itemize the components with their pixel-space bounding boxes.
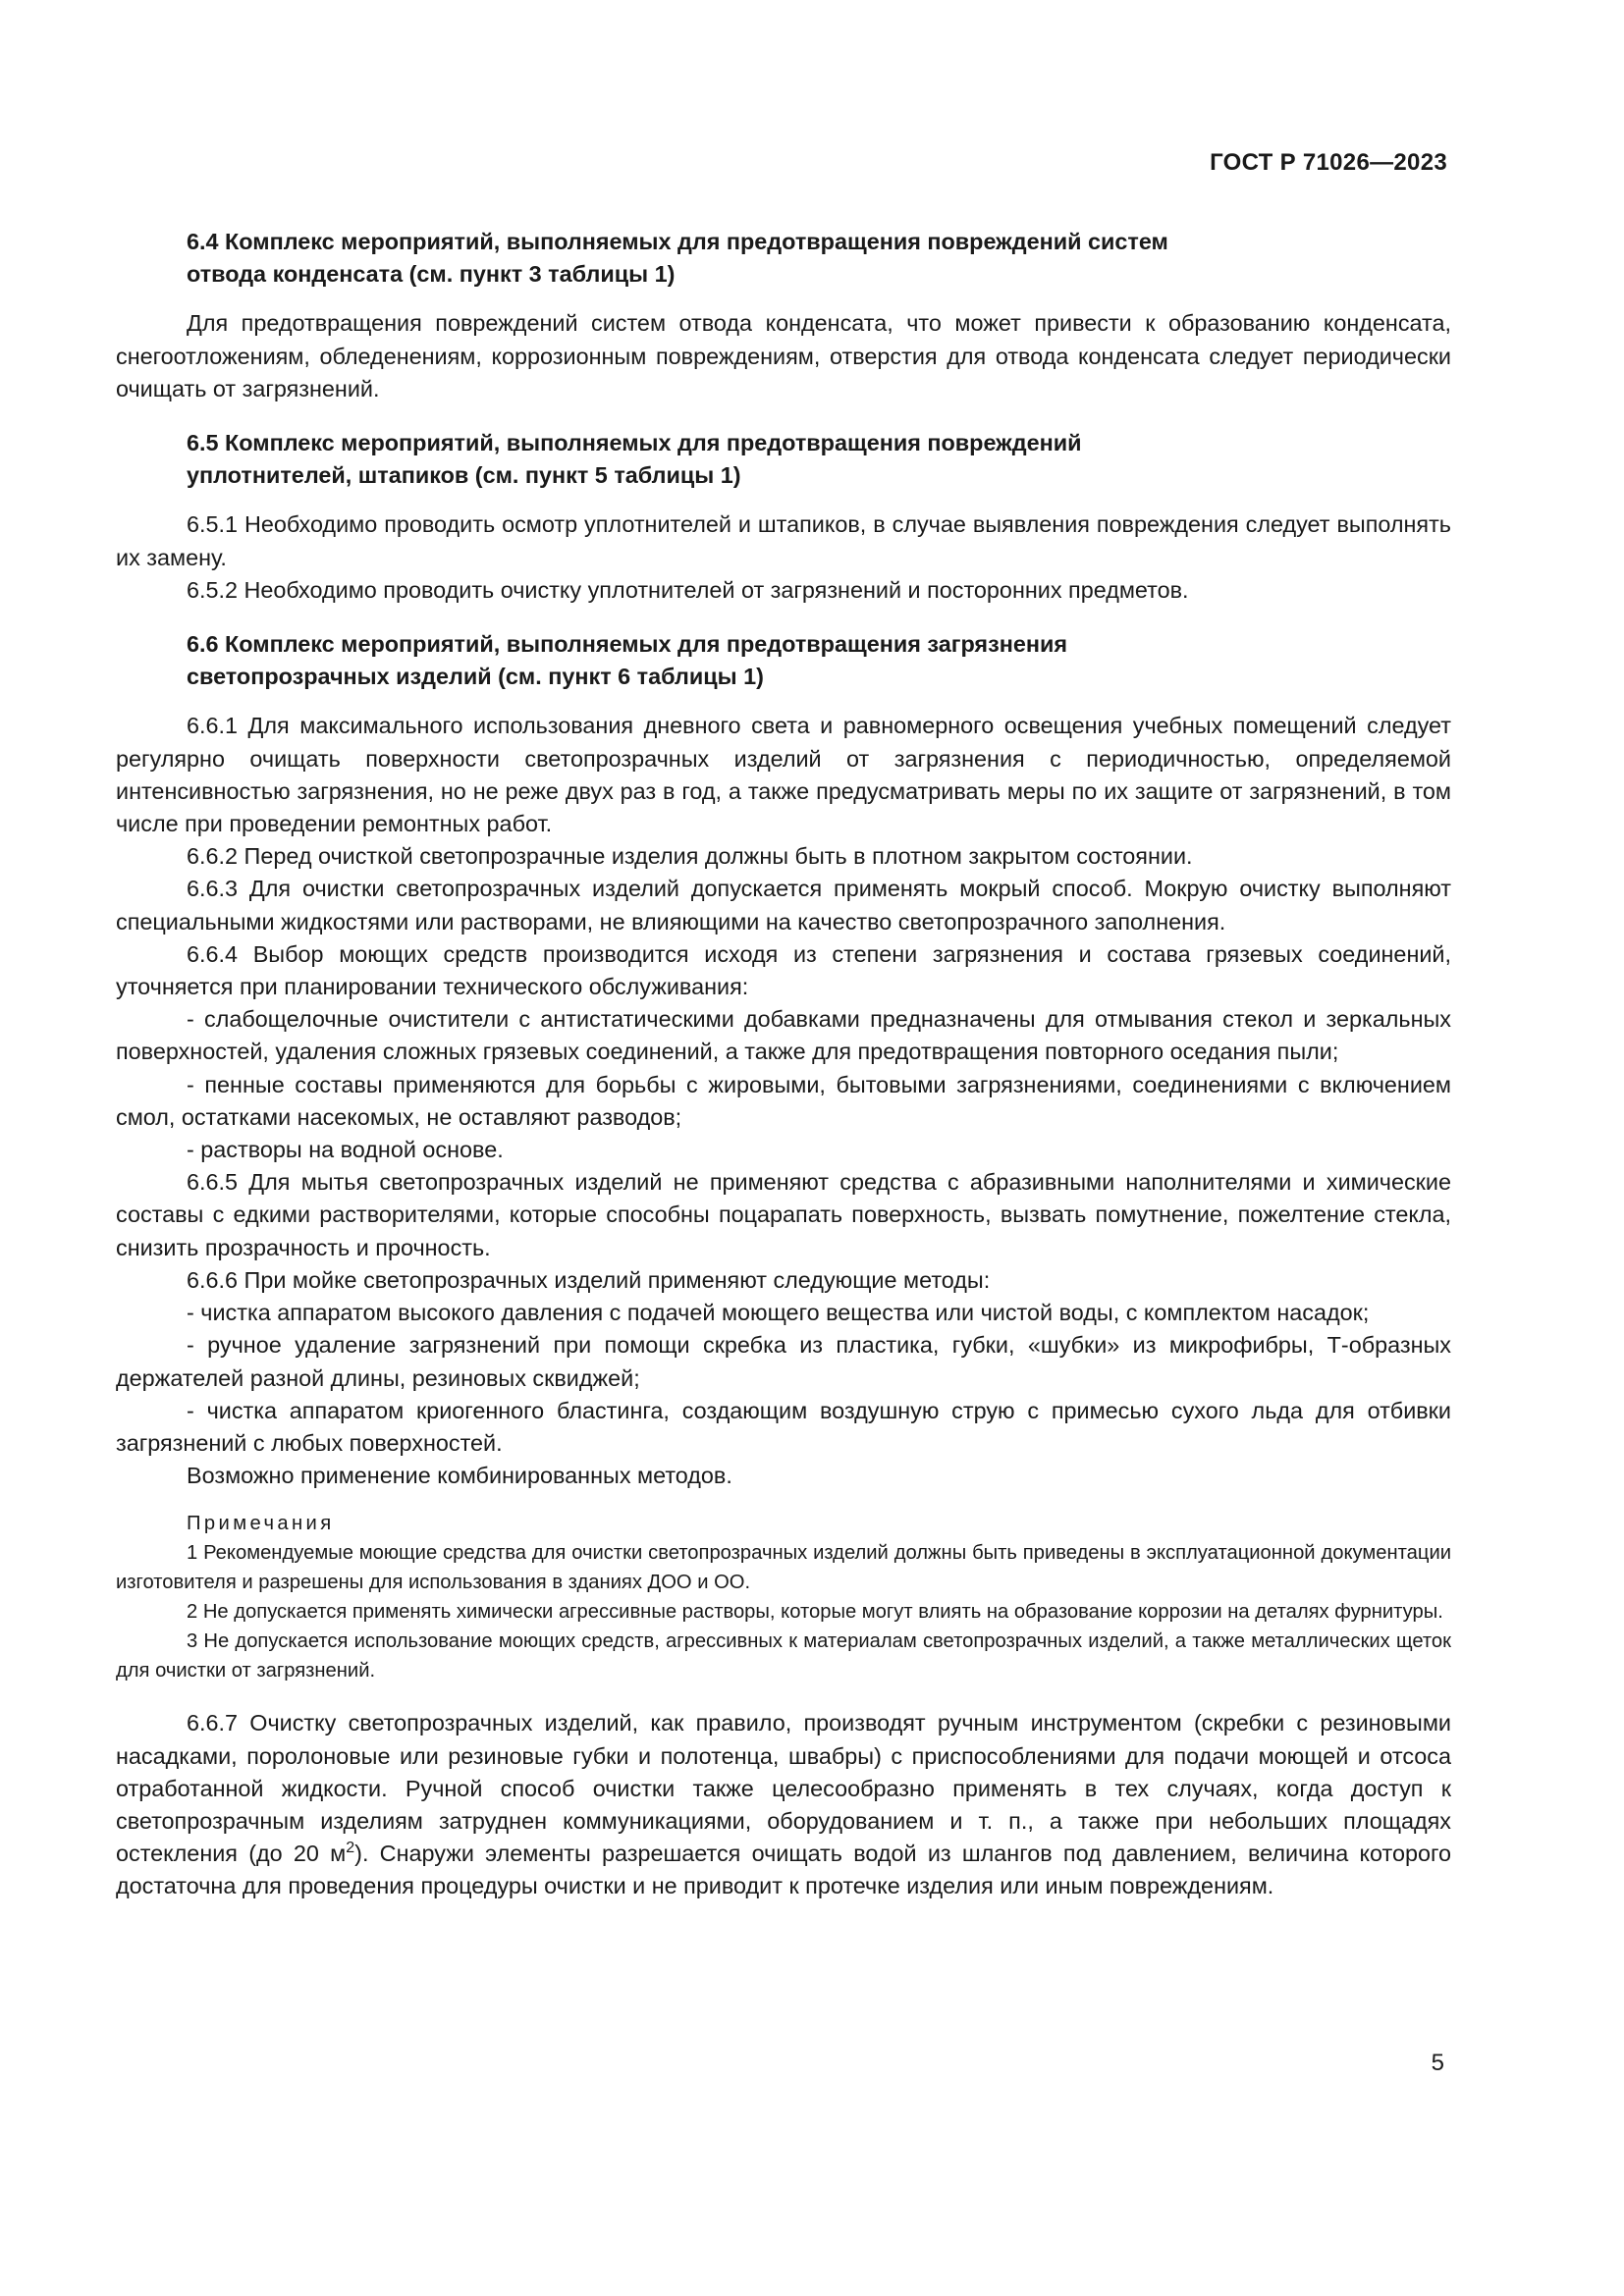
section-title-line: 6.6 Комплекс мероприятий, выполняемых для предотвращения загрязнения [187,631,1067,658]
paragraph-6-5-2: 6.5.2 Необходимо проводить очистку уплотнителей от загрязнений и посторонних предметов. [187,576,1189,603]
paragraph-6-6-1: 6.6.1 Для максимального использования дневного света и равномерного освещения учебных помещений следует регулярно очищать поверхности светопрозрачных изделий от загрязнения с периодичностью, определяемой интенсивностью загрязнения, но не реже двух раз в год, а также предусматривать меры по их защите от загрязнений, в том числе при проведении ремонтных работ. [116,713,1451,837]
paragraph-6-6-4: 6.6.4 Выбор моющих средств производится исходя из степени загрязнения и состава грязевых соединений, уточняется при планировании технического обслуживания: [116,940,1451,1000]
paragraph-6-4: Для предотвращения повреждений систем отвода конденсата, что может привести к образованию конденсата, снегоотложениям, обледенениям, коррозионным повреждениям, отверстия для отвода конденсата следует периодически очищать от загрязнений. [116,310,1451,401]
list-item: - чистка аппаратом криогенного бластинга, создающим воздушную струю с примесью сухого льда для отбивки загрязнений с любых поверхностей. [116,1397,1451,1456]
paragraph-6-5-1: 6.5.1 Необходимо проводить осмотр уплотнителей и штапиков, в случае выявления повреждения следует выполнять их замену. [116,511,1451,570]
note-2: 2 Не допускается применять химически агрессивные растворы, которые могут влиять на образование коррозии на деталях фурнитуры. [187,1601,1443,1624]
notes-block [116,1509,1451,1685]
list-item: - слабощелочные очистители с антистатическими добавками предназначены для отмывания стекол и зеркальных поверхностей, удаления сложных грязевых соединений, а также для предотвращения повторного оседания пыли; [116,1006,1451,1065]
list-item: - растворы на водной основе. [187,1137,504,1163]
section-6-6-title [187,628,1451,693]
paragraph-6-6-5: 6.6.5 Для мытья светопрозрачных изделий не применяют средства с абразивными наполнителями и химические составы с едкими растворителями, которые способны поцарапать поверхность, вызвать помутнение, пожелтение стекла, снизить прозрачность и прочность. [116,1169,1451,1260]
paragraph-combined-methods: Возможно применение комбинированных методов. [187,1463,732,1489]
paragraph-6-6-7 [116,1707,1451,1902]
note-1: 1 Рекомендуемые моющие средства для очистки светопрозрачных изделий должны быть приведены в эксплуатационной документации изготовителя и разрешены для использования в зданиях ДОО и ОО. [116,1542,1451,1594]
paragraph-6-6-6: 6.6.6 При мойке светопрозрачных изделий применяют следующие методы: [187,1266,991,1293]
list-item: - пенные составы применяются для борьбы с жировыми, бытовыми загрязнениями, соединениями с включением смол, остатками насекомых, не оставляют разводов; [116,1071,1451,1130]
paragraph-6-6-7-part-a: 6.6.7 Очистку светопрозрачных изделий, как правило, производят ручным инструментом (скребки с резиновыми насадками, поролоновые или резиновые губки и полотенца, швабры) с приспособлениями для подачи моющей и отсоса отработанной жидкости. Ручной способ очистки также целесообразно применять в тех случаях, когда доступ к светопрозрачным изделиям затруднен коммуникациями, оборудованием и т. п., а также при небольших площадях остекления (до 20 м [116,1710,1451,1867]
section-title-line: 6.5 Комплекс мероприятий, выполняемых для предотвращения повреждений [187,430,1082,456]
page-number: 5 [1431,2050,1444,2076]
document-body [116,226,1451,1903]
section-6-5-title [187,427,1451,492]
section-title-line: отвода конденсата (см. пункт 3 таблицы 1) [187,261,676,288]
list-item: - ручное удаление загрязнений при помощи скребка из пластика, губки, «шубки» из микрофибры, Т-образных держателей разной длины, резиновых сквиджей; [116,1332,1451,1391]
section-title-line: светопрозрачных изделий (см. пункт 6 таблицы 1) [187,664,764,690]
section-title-line: 6.4 Комплекс мероприятий, выполняемых для предотвращения повреждений систем [187,229,1168,254]
paragraph-6-6-3: 6.6.3 Для очистки светопрозрачных изделий допускается применять мокрый способ. Мокрую очистку выполняют специальными жидкостями или растворами, не влияющими на качество светопрозрачного заполнения. [116,876,1451,934]
section-6-4-title [187,226,1451,291]
paragraph-6-6-7-part-b: ). Снаружи элементы разрешается очищать водой из шлангов под давлением, величина которого достаточна для проведения процедуры очистки и не приводит к протечке изделия или иным повреждениям. [116,1841,1451,1899]
section-title-line: уплотнителей, штапиков (см. пункт 5 таблицы 1) [187,462,741,489]
note-3: 3 Не допускается использование моющих средств, агрессивных к материалам светопрозрачных изделий, а также металлических щеток для очистки от загрязнений. [116,1630,1451,1682]
list-item: - чистка аппаратом высокого давления с подачей моющего вещества или чистой воды, с комплектом насадок; [187,1300,1370,1326]
superscript-exponent: 2 [346,1840,355,1857]
document-code: ГОСТ Р 71026—2023 [1210,149,1447,176]
notes-heading: Примечания [187,1513,335,1535]
paragraph-6-6-2: 6.6.2 Перед очисткой светопрозрачные изделия должны быть в плотном закрытом состоянии. [187,843,1193,870]
